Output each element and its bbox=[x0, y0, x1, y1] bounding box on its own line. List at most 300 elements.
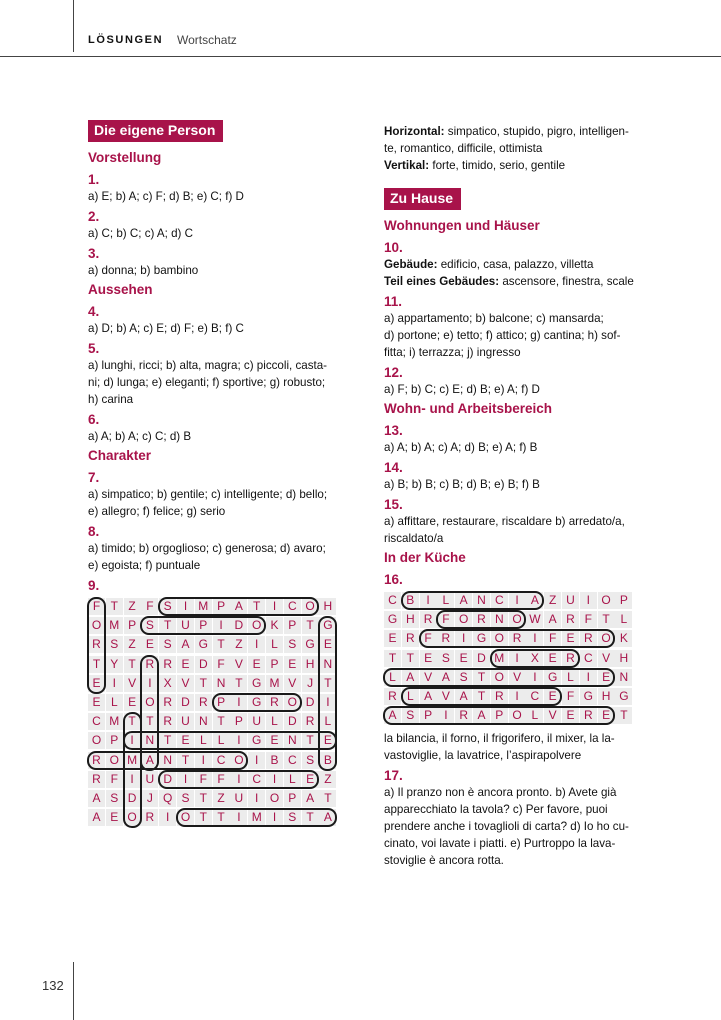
grid-letter: I bbox=[230, 732, 247, 749]
grid-letter: A bbox=[230, 598, 247, 615]
subheading-wohnungen: Wohnungen und Häuser bbox=[384, 218, 540, 233]
grid-letter: B bbox=[266, 752, 283, 769]
grid-letter: M bbox=[124, 752, 141, 769]
grid-letter: P bbox=[284, 617, 301, 634]
grid-letter: T bbox=[213, 809, 230, 826]
grid-letter: O bbox=[88, 617, 105, 634]
grid-letter: P bbox=[195, 617, 212, 634]
exercise-number: 6. bbox=[88, 412, 100, 427]
answer-5-line: ni; d) lunga; e) eleganti; f) sportive; g) robusto; bbox=[88, 376, 326, 389]
grid-letter: Q bbox=[159, 790, 176, 807]
answer-1: a) E; b) A; c) F; d) B; e) C; f) D bbox=[88, 190, 244, 203]
grid-letter: O bbox=[491, 669, 508, 686]
grid-letter: T bbox=[319, 790, 336, 807]
vertical-words: forte, timido, serio, gentile bbox=[429, 159, 566, 172]
grid-letter: A bbox=[88, 790, 105, 807]
grid-letter: O bbox=[141, 694, 158, 711]
grid-letter: V bbox=[598, 650, 615, 667]
grid-letter: U bbox=[248, 713, 265, 730]
grid-letter: H bbox=[302, 656, 319, 673]
grid-letter: I bbox=[159, 809, 176, 826]
grid-letter: O bbox=[509, 611, 526, 628]
grid-letter: F bbox=[88, 598, 105, 615]
section-title-person: Die eigene Person bbox=[88, 120, 223, 142]
grid-letter: D bbox=[177, 694, 194, 711]
grid-letter: V bbox=[437, 688, 454, 705]
grid-letter: R bbox=[455, 707, 472, 724]
grid-letter: C bbox=[284, 752, 301, 769]
right-column bbox=[384, 123, 654, 869]
exercise-number: 13. bbox=[384, 423, 403, 438]
grid-letter: I bbox=[420, 592, 437, 609]
grid-letter: B bbox=[319, 752, 336, 769]
subheading-wohn-arbeit: Wohn- und Arbeitsbereich bbox=[384, 401, 553, 416]
grid-letter: T bbox=[302, 732, 319, 749]
grid-letter: T bbox=[213, 713, 230, 730]
grid-letter: A bbox=[473, 707, 490, 724]
word-ring bbox=[158, 597, 319, 616]
grid-letter: N bbox=[159, 752, 176, 769]
word-ring bbox=[490, 649, 580, 668]
grid-letter: D bbox=[124, 790, 141, 807]
grid-letter: A bbox=[544, 611, 561, 628]
grid-letter: A bbox=[319, 809, 336, 826]
grid-letter: T bbox=[88, 656, 105, 673]
grid-letter: O bbox=[88, 732, 105, 749]
grid-letter: A bbox=[141, 752, 158, 769]
grid-letter: T bbox=[302, 809, 319, 826]
word-ring bbox=[158, 770, 319, 789]
grid-letter: R bbox=[437, 630, 454, 647]
grid-letter: T bbox=[141, 713, 158, 730]
grid-letter: I bbox=[509, 592, 526, 609]
grid-letter: Y bbox=[106, 656, 123, 673]
answer-10-a: edificio, casa, palazzo, villetta bbox=[437, 258, 594, 271]
grid-letter: V bbox=[230, 656, 247, 673]
grid-letter: T bbox=[177, 752, 194, 769]
grid-letter: P bbox=[420, 707, 437, 724]
grid-letter: V bbox=[420, 669, 437, 686]
grid-letter: E bbox=[302, 771, 319, 788]
grid-letter: Z bbox=[124, 598, 141, 615]
grid-letter: G bbox=[248, 694, 265, 711]
exercise-number: 4. bbox=[88, 304, 100, 319]
grid-letter: R bbox=[509, 630, 526, 647]
label-vertikal: Vertikal: bbox=[384, 159, 430, 172]
grid-letter: N bbox=[319, 656, 336, 673]
grid-letter: T bbox=[106, 598, 123, 615]
grid-letter: S bbox=[284, 636, 301, 653]
grid-letter: L bbox=[266, 713, 283, 730]
grid-letter: G bbox=[384, 611, 401, 628]
grid-letter: I bbox=[248, 636, 265, 653]
grid-letter: Z bbox=[319, 771, 336, 788]
answer-14: a) B; b) B; c) B; d) B; e) B; f) B bbox=[384, 478, 540, 491]
grid-letter: G bbox=[302, 636, 319, 653]
grid-letter: E bbox=[562, 630, 579, 647]
grid-letter: P bbox=[491, 707, 508, 724]
grid-letter: O bbox=[302, 598, 319, 615]
exercise-number: 2. bbox=[88, 209, 100, 224]
grid-letter: L bbox=[437, 592, 454, 609]
grid-letter: C bbox=[384, 592, 401, 609]
word-ring bbox=[140, 616, 266, 635]
grid-letter: F bbox=[213, 656, 230, 673]
grid-letter: O bbox=[248, 617, 265, 634]
grid-letter: I bbox=[509, 650, 526, 667]
grid-letter: U bbox=[141, 771, 158, 788]
grid-letter: O bbox=[106, 752, 123, 769]
grid-letter: L bbox=[319, 713, 336, 730]
grid-letter: F bbox=[106, 771, 123, 788]
grid-letter: Z bbox=[213, 790, 230, 807]
word-ring bbox=[87, 597, 106, 694]
grid-letter: I bbox=[580, 669, 597, 686]
grid-letter: S bbox=[159, 636, 176, 653]
grid-letter: T bbox=[473, 688, 490, 705]
subheading-kueche: In der Küche bbox=[384, 550, 466, 565]
answer-11-line: fitta; i) terrazza; j) ingresso bbox=[384, 346, 521, 359]
answer-12: a) F; b) C; c) E; d) B; e) A; f) D bbox=[384, 383, 540, 396]
grid-letter: R bbox=[88, 752, 105, 769]
grid-letter: L bbox=[284, 771, 301, 788]
grid-letter: E bbox=[562, 707, 579, 724]
exercise-number: 9. bbox=[88, 578, 100, 593]
grid-letter: F bbox=[562, 688, 579, 705]
answer-7-line: e) allegro; f) felice; g) serio bbox=[88, 505, 226, 518]
grid-letter: L bbox=[195, 732, 212, 749]
answer-5-line: a) lunghi, ricci; b) alta, magra; c) piccoli, casta- bbox=[88, 359, 328, 372]
grid-letter: E bbox=[266, 732, 283, 749]
grid-letter: C bbox=[213, 752, 230, 769]
grid-letter: P bbox=[124, 617, 141, 634]
grid-letter: T bbox=[195, 675, 212, 692]
label-horizontal: Horizontal: bbox=[384, 125, 445, 138]
word-ring bbox=[383, 706, 615, 725]
grid-letter: A bbox=[526, 592, 543, 609]
grid-letter: C bbox=[248, 771, 265, 788]
grid-letter: R bbox=[159, 694, 176, 711]
grid-letter: T bbox=[195, 790, 212, 807]
grid-letter: I bbox=[266, 809, 283, 826]
grid-letter: I bbox=[266, 598, 283, 615]
grid-letter: I bbox=[266, 771, 283, 788]
grid-letter: P bbox=[213, 598, 230, 615]
grid-letter: R bbox=[491, 688, 508, 705]
answer-3: a) donna; b) bambino bbox=[88, 264, 199, 277]
header-section: LÖSUNGEN bbox=[88, 34, 164, 46]
grid-letter: S bbox=[177, 790, 194, 807]
grid-letter: R bbox=[302, 713, 319, 730]
grid-letter: X bbox=[526, 650, 543, 667]
grid-letter: Z bbox=[124, 636, 141, 653]
grid-letter: R bbox=[195, 694, 212, 711]
grid-letter: G bbox=[319, 617, 336, 634]
label-teil: Teil eines Gebäudes: bbox=[384, 275, 500, 288]
grid-letter: P bbox=[615, 592, 632, 609]
grid-letter: E bbox=[88, 694, 105, 711]
grid-letter: T bbox=[615, 707, 632, 724]
exercise-number: 3. bbox=[88, 246, 100, 261]
grid-letter: R bbox=[384, 688, 401, 705]
grid-letter: A bbox=[384, 707, 401, 724]
grid-letter: K bbox=[266, 617, 283, 634]
grid-letter: R bbox=[266, 694, 283, 711]
grid-letter: I bbox=[177, 771, 194, 788]
grid-letter: I bbox=[526, 630, 543, 647]
grid-letter: S bbox=[141, 617, 158, 634]
grid-letter: N bbox=[615, 669, 632, 686]
grid-letter: N bbox=[473, 592, 490, 609]
exercise-number: 14. bbox=[384, 460, 403, 475]
answer-11-line: d) portone; e) tetto; f) attico; g) cantina; h) sof- bbox=[384, 329, 621, 342]
answer-6: a) A; b) A; c) C; d) B bbox=[88, 430, 192, 443]
grid-letter: I bbox=[580, 592, 597, 609]
word-search-grid-16 bbox=[384, 592, 634, 726]
exercise-number: 16. bbox=[384, 572, 403, 587]
grid-letter: D bbox=[230, 617, 247, 634]
grid-letter: E bbox=[319, 636, 336, 653]
grid-letter: R bbox=[159, 713, 176, 730]
grid-letter: T bbox=[473, 669, 490, 686]
answer-8-line: a) timido; b) orgoglioso; c) generosa; d) avaro; bbox=[88, 542, 326, 555]
grid-letter: A bbox=[302, 790, 319, 807]
grid-letter: U bbox=[177, 617, 194, 634]
grid-letter: E bbox=[141, 636, 158, 653]
header-rule bbox=[0, 56, 721, 57]
left-column bbox=[88, 120, 358, 833]
grid-letter: I bbox=[141, 675, 158, 692]
grid-letter: O bbox=[230, 752, 247, 769]
word-ring bbox=[419, 629, 616, 648]
grid-letter: T bbox=[159, 732, 176, 749]
word-ring bbox=[176, 808, 337, 827]
grid-letter: T bbox=[384, 650, 401, 667]
answer-13: a) A; b) A; c) A; d) B; e) A; f) B bbox=[384, 441, 538, 454]
grid-letter: I bbox=[319, 694, 336, 711]
horizontal-words: simpatico, stupido, pigro, intelligen- bbox=[444, 125, 629, 138]
grid-letter: E bbox=[544, 688, 561, 705]
exercise-number: 11. bbox=[384, 294, 403, 309]
grid-letter: G bbox=[580, 688, 597, 705]
grid-letter: O bbox=[284, 694, 301, 711]
grid-letter: P bbox=[266, 656, 283, 673]
grid-letter: A bbox=[455, 592, 472, 609]
label-gebaeude: Gebäude: bbox=[384, 258, 438, 271]
grid-letter: O bbox=[509, 707, 526, 724]
grid-letter: S bbox=[106, 790, 123, 807]
grid-letter: H bbox=[615, 650, 632, 667]
grid-letter: A bbox=[437, 669, 454, 686]
grid-letter: S bbox=[437, 650, 454, 667]
grid-letter: E bbox=[106, 809, 123, 826]
grid-letter: R bbox=[420, 611, 437, 628]
footer-rule-vertical bbox=[73, 962, 74, 1020]
grid-letter: T bbox=[402, 650, 419, 667]
grid-letter: R bbox=[562, 650, 579, 667]
grid-letter: T bbox=[598, 611, 615, 628]
grid-letter: S bbox=[302, 752, 319, 769]
subheading-charakter: Charakter bbox=[88, 448, 152, 463]
grid-letter: I bbox=[509, 688, 526, 705]
grid-letter: L bbox=[213, 732, 230, 749]
grid-letter: I bbox=[230, 771, 247, 788]
grid-letter: S bbox=[455, 669, 472, 686]
grid-letter: O bbox=[598, 592, 615, 609]
grid-letter: F bbox=[580, 611, 597, 628]
grid-letter: O bbox=[491, 630, 508, 647]
grid-letter: N bbox=[141, 732, 158, 749]
grid-letter: N bbox=[195, 713, 212, 730]
grid-letter: E bbox=[455, 650, 472, 667]
grid-letter: I bbox=[124, 732, 141, 749]
answer-16-line: vastoviglie, la lavatrice, l’aspirapolvere bbox=[384, 749, 582, 762]
grid-letter: G bbox=[248, 675, 265, 692]
grid-letter: C bbox=[491, 592, 508, 609]
grid-letter: G bbox=[473, 630, 490, 647]
grid-letter: I bbox=[230, 809, 247, 826]
grid-letter: K bbox=[615, 630, 632, 647]
grid-letter: R bbox=[473, 611, 490, 628]
word-ring bbox=[383, 668, 615, 687]
grid-letter: N bbox=[284, 732, 301, 749]
grid-letter: J bbox=[302, 675, 319, 692]
answer-17-line: prendere anche i tovaglioli di carta? d) Io ho cu- bbox=[384, 820, 629, 833]
grid-letter: I bbox=[195, 752, 212, 769]
grid-letter: C bbox=[88, 713, 105, 730]
grid-letter: G bbox=[195, 636, 212, 653]
grid-letter: R bbox=[159, 656, 176, 673]
grid-letter: V bbox=[284, 675, 301, 692]
exercise-number: 7. bbox=[88, 470, 100, 485]
grid-letter: E bbox=[598, 669, 615, 686]
grid-letter: D bbox=[159, 771, 176, 788]
grid-letter: F bbox=[420, 630, 437, 647]
grid-letter: P bbox=[284, 790, 301, 807]
grid-letter: E bbox=[544, 650, 561, 667]
grid-letter: H bbox=[319, 598, 336, 615]
word-search-grid-9 bbox=[88, 598, 338, 829]
grid-letter: R bbox=[88, 771, 105, 788]
grid-letter: E bbox=[248, 656, 265, 673]
grid-letter: O bbox=[177, 809, 194, 826]
grid-letter: A bbox=[420, 688, 437, 705]
grid-letter: H bbox=[402, 611, 419, 628]
grid-letter: J bbox=[141, 790, 158, 807]
exercise-number: 5. bbox=[88, 341, 100, 356]
grid-letter: I bbox=[248, 752, 265, 769]
grid-letter: E bbox=[420, 650, 437, 667]
grid-letter: V bbox=[544, 707, 561, 724]
grid-letter: U bbox=[177, 713, 194, 730]
answer-17-line: apparecchiato la tavola? c) Per favore, puoi bbox=[384, 803, 608, 816]
grid-letter: I bbox=[213, 617, 230, 634]
grid-letter: M bbox=[106, 713, 123, 730]
grid-letter: S bbox=[402, 707, 419, 724]
word-ring bbox=[436, 610, 526, 629]
grid-letter: I bbox=[248, 790, 265, 807]
word-ring bbox=[212, 693, 302, 712]
answer-16-line: la bilancia, il forno, il frigorifero, il mixer, la la- bbox=[384, 732, 615, 745]
grid-letter: O bbox=[124, 809, 141, 826]
grid-letter: C bbox=[526, 688, 543, 705]
grid-letter: Z bbox=[544, 592, 561, 609]
grid-letter: T bbox=[159, 617, 176, 634]
answer-17-line: stoviglie è ancora rotta. bbox=[384, 854, 504, 867]
grid-letter: T bbox=[213, 636, 230, 653]
grid-letter: S bbox=[284, 809, 301, 826]
grid-letter: I bbox=[124, 771, 141, 788]
grid-letter: E bbox=[598, 707, 615, 724]
answer-8-line: e) egoista; f) puntuale bbox=[88, 559, 201, 572]
grid-letter: F bbox=[544, 630, 561, 647]
grid-letter: R bbox=[141, 809, 158, 826]
grid-letter: F bbox=[141, 598, 158, 615]
grid-letter: L bbox=[562, 669, 579, 686]
grid-letter: V bbox=[509, 669, 526, 686]
grid-letter: L bbox=[106, 694, 123, 711]
grid-letter: D bbox=[302, 694, 319, 711]
grid-letter: R bbox=[580, 707, 597, 724]
answer-4: a) D; b) A; c) E; d) F; e) B; f) C bbox=[88, 322, 244, 335]
grid-letter: V bbox=[177, 675, 194, 692]
header-subtitle: Wortschatz bbox=[177, 33, 237, 47]
grid-letter: C bbox=[284, 598, 301, 615]
grid-letter: F bbox=[195, 771, 212, 788]
grid-letter: E bbox=[88, 675, 105, 692]
grid-letter: A bbox=[177, 636, 194, 653]
grid-letter: E bbox=[177, 732, 194, 749]
grid-letter: L bbox=[402, 688, 419, 705]
answer-5-line: h) carina bbox=[88, 393, 134, 406]
grid-letter: N bbox=[491, 611, 508, 628]
grid-letter: G bbox=[544, 669, 561, 686]
grid-letter: W bbox=[526, 611, 543, 628]
grid-letter: P bbox=[230, 713, 247, 730]
grid-letter: D bbox=[284, 713, 301, 730]
grid-letter: A bbox=[455, 688, 472, 705]
answer-2: a) C; b) C; c) A; d) C bbox=[88, 227, 194, 240]
grid-letter: O bbox=[455, 611, 472, 628]
grid-letter: D bbox=[473, 650, 490, 667]
grid-letter: U bbox=[230, 790, 247, 807]
section-title-zuhause: Zu Hause bbox=[384, 188, 461, 210]
grid-letter: L bbox=[384, 669, 401, 686]
grid-letter: P bbox=[213, 694, 230, 711]
subheading-aussehen: Aussehen bbox=[88, 282, 153, 297]
grid-letter: E bbox=[124, 694, 141, 711]
grid-letter: M bbox=[248, 809, 265, 826]
grid-letter: C bbox=[580, 650, 597, 667]
grid-letter: Z bbox=[230, 636, 247, 653]
grid-letter: R bbox=[402, 630, 419, 647]
grid-letter: O bbox=[598, 630, 615, 647]
grid-letter: I bbox=[526, 669, 543, 686]
grid-letter: T bbox=[302, 617, 319, 634]
grid-letter: I bbox=[177, 598, 194, 615]
grid-letter: I bbox=[437, 707, 454, 724]
word-ring bbox=[123, 712, 142, 828]
grid-letter: I bbox=[106, 675, 123, 692]
subheading-vorstellung: Vorstellung bbox=[88, 150, 162, 165]
exercise-number: 10. bbox=[384, 240, 403, 255]
page-number: 132 bbox=[42, 978, 64, 993]
grid-letter: L bbox=[266, 636, 283, 653]
answer-11-line: a) appartamento; b) balcone; c) mansarda; bbox=[384, 312, 604, 325]
word-ring bbox=[401, 591, 544, 610]
grid-letter: I bbox=[230, 694, 247, 711]
grid-letter: E bbox=[284, 656, 301, 673]
